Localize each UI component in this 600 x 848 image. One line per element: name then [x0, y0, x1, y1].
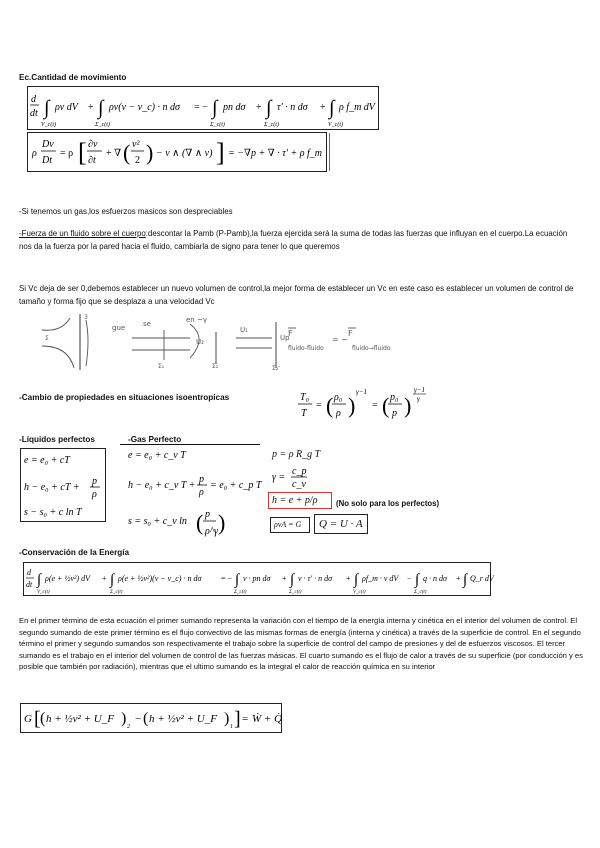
- svg-text:): ): [404, 393, 412, 418]
- svg-text:+ ∇: + ∇: [106, 148, 122, 159]
- energy-explanation: En el primer término de esta ecuación el primer sumando representa la variación con el tiempo de la energía interna y cinética en el interior del volumen de control. El segundo sumando de este primer término es el flujo convectivo de las mismas formas de energía (interna y cinética) a través de la superficie de control. En el segundo término el primer y segundo sumandos son respectivamente el trabajo sobre la superficie de control del campo de presiones y del de esfuerzos viscosos. El tercer sumando es el trabajo en el interior del volumen de control de las fuerzas másicas. El cuarto sumando es el flujo de calor a través de su superficie (por conducción y es posible que también por radiación), mientras que el ultimo sumando es la integral el calor de reacción química en su interior: [19, 616, 583, 672]
- svg-text:p₀: p₀: [390, 392, 399, 403]
- svg-text:= ρ: = ρ: [60, 148, 74, 159]
- svg-text:Σ₂: Σ₂: [212, 363, 219, 370]
- svg-text:d: d: [31, 94, 36, 105]
- svg-text:]: ]: [216, 138, 225, 167]
- svg-text:(: (: [326, 393, 334, 418]
- svg-text:= e₀ + c_p T: = e₀ + c_p T: [210, 480, 262, 491]
- svg-text:γ =: γ =: [272, 472, 286, 483]
- svg-text:s = s₀ + c_v ln: s = s₀ + c_v ln: [128, 516, 187, 527]
- svg-text:+: +: [102, 574, 107, 583]
- final-energy-equation: [20, 703, 282, 733]
- svg-text:T₀: T₀: [300, 392, 310, 403]
- svg-text:): ): [348, 393, 356, 418]
- not-only-perfect-note: (No solo para los perfectos): [336, 499, 440, 508]
- svg-text:v · pn dσ: v · pn dσ: [243, 574, 271, 583]
- svg-text:p: p: [92, 476, 97, 487]
- svg-text:Σ_c(t): Σ_c(t): [95, 122, 110, 128]
- svg-text:∂t: ∂t: [88, 155, 96, 166]
- svg-text:ρ^γ: ρ^γ: [205, 526, 218, 537]
- svg-text:Σ_c(t): Σ_c(t): [264, 122, 279, 128]
- momentum-integral-equation: [27, 86, 379, 130]
- svg-text:∫: ∫: [235, 572, 240, 588]
- svg-text:Σ₂': Σ₂': [272, 365, 280, 372]
- svg-text:= −: = −: [194, 102, 208, 113]
- svg-text:Σ_c(t): Σ_c(t): [210, 122, 225, 128]
- svg-text:(: (: [40, 710, 46, 727]
- svg-text:h − e₀ + c_v T +: h − e₀ + c_v T +: [128, 480, 196, 491]
- svg-text:p: p: [199, 474, 204, 485]
- svg-text:∫: ∫: [329, 97, 335, 119]
- svg-text:Σ₁: Σ₁: [158, 363, 165, 370]
- svg-text:Dt: Dt: [42, 155, 52, 166]
- svg-text:ρf_m · v dV: ρf_m · v dV: [362, 574, 399, 583]
- svg-text:F: F: [288, 329, 293, 338]
- svg-text:d: d: [27, 568, 31, 577]
- svg-text:∫: ∫: [415, 572, 420, 588]
- svg-text:= −: = −: [221, 574, 233, 583]
- svg-text:γ: γ: [417, 395, 420, 403]
- svg-text:Σ_c(t): Σ_c(t): [234, 590, 247, 595]
- svg-text:V_c(t): V_c(t): [37, 590, 50, 595]
- svg-text:Dv: Dv: [42, 139, 54, 150]
- svg-text:γ−1: γ−1: [356, 388, 367, 396]
- svg-text:Σ_c(t): Σ_c(t): [289, 590, 302, 595]
- svg-text:ρ₀: ρ₀: [334, 392, 343, 403]
- svg-text:): ): [121, 710, 127, 727]
- svg-text:ρ(e + ½v²)(v − v_c) · n dσ: ρ(e + ½v²)(v − v_c) · n dσ: [118, 574, 202, 583]
- svg-text:+: +: [320, 102, 326, 113]
- energy-heading: -Conservación de la Energía: [19, 548, 130, 557]
- liquid-equations: [20, 448, 106, 522]
- svg-text:]: ]: [234, 708, 241, 730]
- svg-text:e = e₀ + cT: e = e₀ + cT: [24, 455, 70, 466]
- svg-text:τ′ · n dσ: τ′ · n dσ: [277, 102, 308, 113]
- svg-text:q · n dσ: q · n dσ: [423, 574, 447, 583]
- svg-text:∫: ∫: [290, 572, 295, 588]
- svg-text:se: se: [143, 320, 151, 328]
- svg-text:ρ: ρ: [336, 408, 341, 419]
- svg-text:): ): [224, 710, 230, 727]
- svg-text:ρv dV: ρv dV: [55, 102, 78, 113]
- svg-text:∫: ∫: [463, 572, 468, 588]
- svg-text:Σ: Σ: [45, 335, 49, 342]
- svg-text:γ−1: γ−1: [414, 386, 425, 394]
- gas-note: -Si tenemos un gas,los esfuerzos masicos son despreciables: [19, 207, 233, 216]
- svg-text:V_c(t): V_c(t): [353, 590, 366, 595]
- svg-text:V_c(t): V_c(t): [328, 122, 343, 128]
- svg-text:∫: ∫: [44, 97, 50, 119]
- svg-text:ρ f_m dV: ρ f_m dV: [339, 102, 375, 113]
- svg-text:(: (: [196, 510, 204, 535]
- svg-text:+: +: [456, 574, 461, 583]
- force-label: -Fuerza de un fluido sobre el cuerpo: [19, 229, 146, 238]
- svg-text:fluido→fluido: fluido→fluido: [352, 345, 391, 352]
- svg-text:U₁: U₁: [240, 326, 248, 334]
- svg-text:+: +: [256, 102, 262, 113]
- svg-text:h + ½v² + U_F: h + ½v² + U_F: [149, 713, 217, 725]
- svg-text:dt: dt: [26, 580, 33, 589]
- momentum-heading: Ec.Cantidad de movimiento: [19, 73, 127, 82]
- heat-transfer-equation: Q = U · A: [314, 514, 368, 534]
- vc-paragraph: Si Vc deja de ser 0,debemos establecer un nuevo volumen de control,la mejor forma de establecer un Vc en este caso es establecer un volumen de control de tamaño y forma fijo que se desplaza a una velocidad Vc: [19, 284, 574, 306]
- svg-text:+: +: [88, 102, 94, 113]
- force-text: :descontar la Pamb (P-Pamb),la fuerza ejercida será la suma de todas las fuerzas que influyan en el cuerpo.La ecuación nos da la fuerza por la pared hacia el fluido, cambiarla de signo para tener lo que queremos: [19, 229, 568, 251]
- svg-text:ρ: ρ: [32, 148, 37, 159]
- svg-text:1: 1: [230, 724, 233, 730]
- mass-flow-equation: ρvA = G: [270, 517, 310, 533]
- svg-text:v · τ′ · n dσ: v · τ′ · n dσ: [298, 574, 333, 583]
- svg-text:h − e₀ + cT +: h − e₀ + cT +: [24, 482, 80, 493]
- ideal-gas-law: p = ρ R_g T: [272, 449, 321, 460]
- svg-text:+: +: [282, 574, 287, 583]
- svg-text:Σ_c(t): Σ_c(t): [414, 590, 427, 595]
- svg-text:V_c(t): V_c(t): [41, 122, 56, 128]
- svg-text:pn dσ: pn dσ: [223, 102, 246, 113]
- isentropic-heading: -Cambio de propiedades en situaciones isoentropicas: [19, 393, 230, 402]
- svg-text:∂v: ∂v: [88, 139, 98, 150]
- svg-text:en ~γ: en ~γ: [186, 316, 207, 324]
- svg-text:3: 3: [84, 314, 88, 321]
- svg-text:=: =: [372, 400, 378, 411]
- enthalpy-definition: h = e + p/ρ: [268, 492, 332, 509]
- svg-text:= −: = −: [332, 335, 348, 344]
- svg-text:∫: ∫: [266, 97, 272, 119]
- margin-blue-line: [329, 133, 330, 171]
- svg-text:Ẇ + Q̇: Ẇ + Q̇: [252, 713, 283, 725]
- svg-text:Q_r dV: Q_r dV: [470, 574, 494, 583]
- svg-text:∫: ∫: [212, 97, 218, 119]
- svg-text:+: +: [346, 574, 351, 583]
- gamma-ratio: [270, 464, 340, 490]
- svg-text:U₂: U₂: [196, 338, 204, 346]
- svg-text:fluido-fluido: fluido-fluido: [288, 345, 324, 352]
- svg-text:ρ(e + ½v²) dV: ρ(e + ½v²) dV: [45, 574, 90, 583]
- svg-text:F: F: [348, 329, 353, 338]
- svg-text:dt: dt: [30, 108, 38, 119]
- svg-text:=: =: [316, 400, 322, 411]
- svg-text:(: (: [382, 393, 390, 418]
- momentum-differential-equation: [27, 132, 327, 172]
- svg-text:∫: ∫: [354, 572, 359, 588]
- svg-text:− v ∧ (∇ ∧ v): − v ∧ (∇ ∧ v): [156, 148, 213, 159]
- svg-text:[: [: [78, 138, 87, 167]
- svg-text:h + ½v² + U_F: h + ½v² + U_F: [46, 713, 114, 725]
- liquids-heading: -Líquidos perfectos: [19, 435, 95, 444]
- svg-text:=: =: [242, 713, 249, 725]
- svg-text:[: [: [34, 708, 41, 730]
- svg-text:p: p: [205, 509, 210, 520]
- svg-text:v²: v²: [132, 139, 140, 150]
- svg-text:ρ: ρ: [92, 489, 97, 500]
- svg-text:2: 2: [127, 724, 130, 730]
- svg-text:= −∇p + ∇ · τ′ + ρ f_m: = −∇p + ∇ · τ′ + ρ f_m: [228, 148, 323, 159]
- gas-heading-rule: [120, 444, 260, 445]
- svg-text:2: 2: [135, 155, 140, 166]
- svg-text:T: T: [301, 408, 307, 419]
- force-paragraph: [19, 228, 582, 253]
- isentropic-equation: [296, 386, 436, 422]
- control-volume-sketch: [40, 310, 550, 372]
- svg-text:G: G: [24, 713, 32, 725]
- svg-text:ρv(v − v_c) · n dσ: ρv(v − v_c) · n dσ: [109, 102, 180, 113]
- svg-text:ρ: ρ: [199, 487, 204, 498]
- svg-text:−: −: [407, 574, 412, 583]
- energy-equation: [23, 562, 494, 596]
- gas-equations: [126, 448, 266, 540]
- svg-text:): ): [218, 510, 226, 535]
- svg-text:(: (: [143, 710, 149, 727]
- svg-text:(: (: [123, 140, 131, 165]
- svg-text:p: p: [392, 408, 397, 419]
- svg-text:c_v: c_v: [292, 479, 306, 490]
- svg-text:∫: ∫: [110, 572, 115, 588]
- svg-text:∫: ∫: [37, 572, 42, 588]
- svg-text:): ): [146, 140, 154, 165]
- svg-text:−: −: [135, 713, 142, 725]
- svg-text:gue: gue: [112, 324, 126, 332]
- svg-text:Up: Up: [280, 334, 290, 342]
- svg-text:Σ_c(t): Σ_c(t): [110, 590, 123, 595]
- gas-heading: -Gas Perfecto: [128, 435, 182, 444]
- svg-text:e = e₀ + c_v T: e = e₀ + c_v T: [128, 450, 186, 461]
- svg-text:s − s₀ + c ln T: s − s₀ + c ln T: [24, 507, 82, 518]
- svg-text:c_p: c_p: [292, 466, 307, 477]
- svg-text:∫: ∫: [98, 97, 104, 119]
